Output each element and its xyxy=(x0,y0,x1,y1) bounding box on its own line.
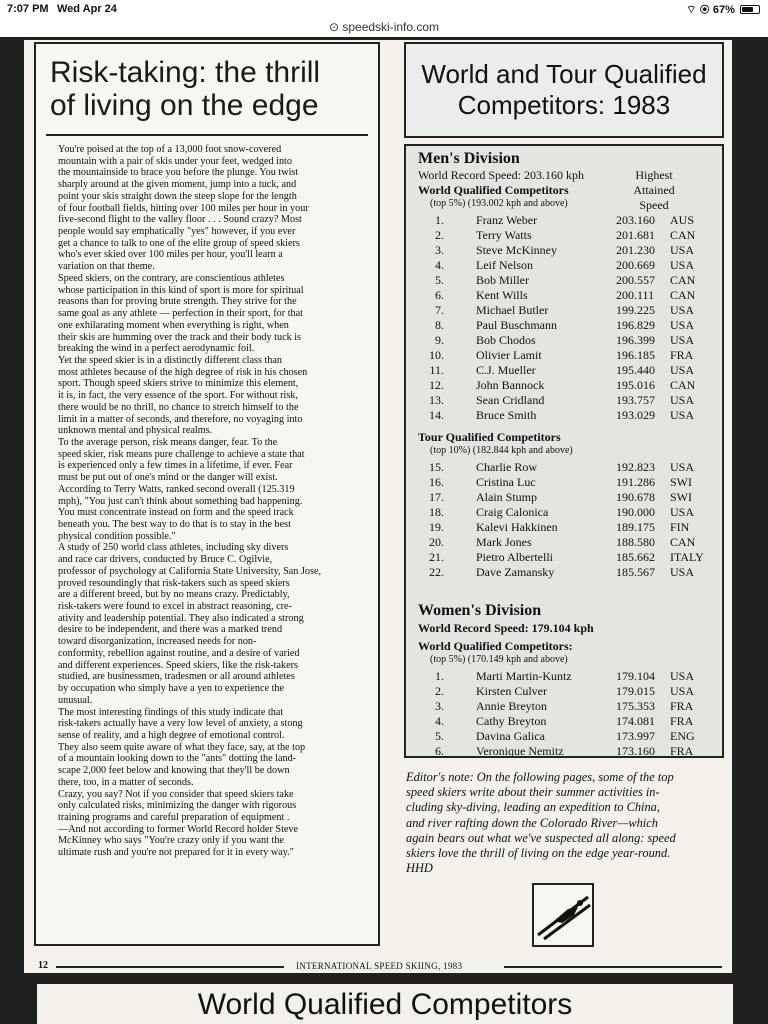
article-line: You must concentrate instead on form and the speed track xyxy=(58,507,294,519)
article-headline xyxy=(50,56,370,122)
rank: 8. xyxy=(435,318,444,332)
article-line: who's ever skied over 100 miles per hour, you'll learn a xyxy=(58,249,283,261)
country: USA xyxy=(670,243,695,257)
article-line: most athletes because of the high degree of risk in his chosen xyxy=(58,366,308,378)
page-footer xyxy=(34,960,724,974)
article-line: reasons than for proving brute strength. They strive for the xyxy=(58,296,297,308)
speed: 188.580 xyxy=(616,535,655,549)
speed: 195.440 xyxy=(616,363,655,377)
article-line: their skis are humming over the track and their body tuck is xyxy=(58,331,302,343)
competitor-name: Steve McKinney xyxy=(476,243,557,257)
speed: 173.997 xyxy=(616,729,655,743)
article-line: by occupation who simply have a yen to experience the xyxy=(58,683,285,695)
speed: 175.353 xyxy=(616,699,655,713)
article-line: limit in a matter of seconds, and therefore, no voyaging into xyxy=(58,413,303,425)
country: FRA xyxy=(670,714,694,728)
country: USA xyxy=(670,505,695,519)
article-line: one exhilarating moment when everything is right, when xyxy=(58,319,289,331)
competitor-name: C.J. Mueller xyxy=(476,363,536,377)
article-line: it is, in fact, the very essence of the sport. For without risk, xyxy=(58,390,298,402)
speed: 193.757 xyxy=(616,393,655,407)
rank: 3. xyxy=(435,243,444,257)
wifi-icon: ⌔ ◉ xyxy=(686,4,710,16)
competitor-name: Craig Calonica xyxy=(476,505,549,519)
competitor-row xyxy=(426,714,716,729)
country: SWI xyxy=(670,490,692,504)
rank: 17. xyxy=(429,490,444,504)
article-line: ultimate rush and you're not prepared for it in every way." xyxy=(58,847,294,859)
competitor-name: Mark Jones xyxy=(476,535,532,549)
country: CAN xyxy=(670,288,696,302)
country: USA xyxy=(670,333,695,347)
rank: 15. xyxy=(429,460,444,474)
article-line: risk-takers actually have a very low level of anxiety, a stong xyxy=(58,718,303,730)
competitor-name: Cristina Luc xyxy=(476,475,536,489)
competitor-name: Davina Galica xyxy=(476,729,545,743)
competitor-name: Terry Watts xyxy=(476,228,532,242)
competitor-name: Kalevi Hakkinen xyxy=(476,520,558,534)
rank: 19. xyxy=(429,520,444,534)
results-title-box xyxy=(404,42,724,138)
rank: 18. xyxy=(429,505,444,519)
results-title-line: World and Tour Qualified xyxy=(421,59,707,89)
competitor-row xyxy=(426,213,716,228)
status-right xyxy=(686,3,760,17)
competitor-name: Alain Stump xyxy=(476,490,538,504)
country: USA xyxy=(670,303,695,317)
speed: 200.111 xyxy=(616,288,655,302)
country: USA xyxy=(670,684,695,698)
article-line: Speed skiers, on the contrary, are conscientious athletes xyxy=(58,272,285,284)
competitor-row xyxy=(426,243,716,258)
competitor-row xyxy=(426,699,716,714)
speed: 185.567 xyxy=(616,565,655,579)
competitor-name: John Bannock xyxy=(476,378,545,392)
article-line: beneath you. The best way to do that is to stay in the best xyxy=(58,519,291,530)
rank: 12. xyxy=(429,378,444,392)
country: FRA xyxy=(670,744,694,758)
editor-note-line: again bears out what we've suspected all along: speed xyxy=(406,830,676,845)
rank: 10. xyxy=(429,348,444,362)
article-line: proved resoundingly that risk-takers such as speed skiers xyxy=(58,577,290,589)
rank: 20. xyxy=(429,535,444,549)
article-line: of a mountain looking down to the "ants" dotting the land- xyxy=(58,753,297,765)
speed: 203.160 xyxy=(616,213,655,227)
article-line: A study of 250 world class athletes, including sky divers xyxy=(58,542,289,554)
rank: 21. xyxy=(429,550,444,564)
article-line: To the average person, risk means danger, fear. To the xyxy=(58,436,278,448)
article-line: unusual. xyxy=(58,694,93,706)
magazine-page xyxy=(24,40,732,973)
competitor-name: Veronique Nemitz xyxy=(476,744,564,758)
competitor-row xyxy=(426,535,716,550)
article-line: is experienced only a few times in a lifetime, if ever. Fear xyxy=(58,460,293,472)
article-line: point your skis straight down the steep slope for the length xyxy=(58,190,297,202)
article-line: only calculated risks, minimizing the danger with rigorous xyxy=(58,800,297,812)
article-line: professor of psychology at California State University, San Jose, xyxy=(58,565,322,577)
competitor-row xyxy=(426,348,716,363)
editor-note-line: speed skiers write about their summer activities in- xyxy=(406,785,660,800)
rank: 1. xyxy=(435,213,444,227)
womens-division-heading: Women's Division xyxy=(418,602,542,619)
article-line: sense of reality, and a high degree of emotional control. xyxy=(58,729,285,741)
results-table xyxy=(404,144,724,758)
speed: 193.029 xyxy=(616,408,655,422)
country: USA xyxy=(670,363,695,377)
speed: 192.823 xyxy=(616,460,655,474)
competitor-row xyxy=(426,520,716,535)
speed: 190.678 xyxy=(616,490,655,504)
speed-column-header xyxy=(604,168,704,213)
col-head-line: Highest xyxy=(635,168,673,182)
womens-wq-label: World Qualified Competitors: xyxy=(418,639,573,653)
competitor-row xyxy=(426,475,716,490)
article-body xyxy=(58,144,366,859)
competitor-name: Marti Martin-Kuntz xyxy=(476,669,572,683)
article-line: toward disorganization, increased needs for non- xyxy=(58,636,257,648)
editor-note-line: skiers love the thrill of living on the edge year-round. xyxy=(406,846,671,861)
skier-logo xyxy=(532,883,594,947)
mens-division-heading: Men's Division xyxy=(418,150,520,167)
article-line: of four football fields, hitting over 100 miles per hour in your xyxy=(58,202,309,214)
article-line: Crazy, you say? Not if you consider that speed skiers take xyxy=(58,788,294,800)
article-line: studied, are businessmen, tradesmen or all around athletes xyxy=(58,671,295,683)
competitor-row xyxy=(426,669,716,684)
country: FRA xyxy=(670,348,694,362)
article-line: variation on that theme. xyxy=(58,261,155,273)
country: USA xyxy=(670,258,695,272)
page-number: 12 xyxy=(38,960,48,971)
article-line: sharply around at the given moment, jump into a tuck, and xyxy=(58,179,297,191)
headline-rule xyxy=(46,134,368,136)
competitor-name: Sean Cridland xyxy=(476,393,545,407)
article-line: The most interesting findings of this study indicate that xyxy=(58,706,284,718)
mens-world-record: World Record Speed: 203.160 kph xyxy=(418,168,585,182)
article-line: Yet the speed skier is in a distinctly different class than xyxy=(58,354,282,366)
article-line: risk-takers were found to excel in abstract reasoning, cre- xyxy=(58,601,292,613)
battery-label: 67% xyxy=(712,4,735,16)
article-line: get a chance to talk to one of the elite group of speed skiers xyxy=(58,237,300,249)
article-line: there, too, in a matter of seconds. xyxy=(58,776,194,788)
mens-tq-note: (top 10%) (182.844 kph and above) xyxy=(430,445,573,456)
speed: 190.000 xyxy=(616,505,655,519)
article-line: According to Terry Watts, ranked second overall (125.319 xyxy=(58,483,295,495)
competitor-row xyxy=(426,393,716,408)
competitor-name: Kirsten Culver xyxy=(476,684,547,698)
article-line: You're poised at the top of a 13,000 foot snow-covered xyxy=(58,144,282,155)
lock-icon: ⊙ xyxy=(328,20,339,34)
article-line: and race car drivers, conducted by Bruce C. Ogilvie, xyxy=(58,554,273,566)
country: AUS xyxy=(670,213,695,227)
article-line: five-second flight to the valley floor . . . Sound crazy? Most xyxy=(58,214,302,226)
speed: 179.015 xyxy=(616,684,655,698)
country: ITALY xyxy=(670,550,704,564)
country: ENG xyxy=(670,729,695,743)
article-line: the mountainside to brace you before the plunge. You twist xyxy=(58,167,299,179)
speed: 199.225 xyxy=(616,303,655,317)
article-line: are a different breed, but by no means crazy. Predictably, xyxy=(58,589,290,601)
editor-note xyxy=(406,770,724,876)
status-date: Wed Apr 24 xyxy=(57,3,117,15)
rank: 4. xyxy=(435,258,444,272)
rank: 11. xyxy=(429,363,444,377)
rank: 6. xyxy=(435,288,444,302)
rank: 3. xyxy=(435,699,444,713)
country: SWI xyxy=(670,475,692,489)
competitor-name: Kent Wills xyxy=(476,288,528,302)
speed: 174.081 xyxy=(616,714,655,728)
rank: 7. xyxy=(435,303,444,317)
competitor-name: Bruce Smith xyxy=(476,408,537,422)
competitor-name: Dave Zamansky xyxy=(476,565,555,579)
article-line: same goal as any athlete — perfection in their sport, for that xyxy=(58,308,303,320)
speed: 196.399 xyxy=(616,333,655,347)
mens-wq-label: World Qualified Competitors xyxy=(418,183,569,197)
competitor-row xyxy=(426,550,716,565)
competitor-row xyxy=(426,228,716,243)
article-line: breaking the wind in a perfect aerodynamic foil. xyxy=(58,343,255,355)
article-line: mph), "You just can't think about something bad happening. xyxy=(58,495,303,507)
competitor-row xyxy=(426,288,716,303)
competitor-row xyxy=(426,490,716,505)
article-line: scape 2,000 feet below and knowing that they'll be down xyxy=(58,765,290,777)
competitor-name: Michael Butler xyxy=(476,303,549,317)
speed: 191.286 xyxy=(616,475,655,489)
status-time: 7:07 PM xyxy=(7,3,49,15)
results-title-line: Competitors: 1983 xyxy=(457,90,671,120)
headline-line: of living on the edge xyxy=(50,89,319,122)
editor-note-line: HHD xyxy=(406,861,433,876)
competitor-name: Franz Weber xyxy=(476,213,538,227)
speed: 173.160 xyxy=(616,744,655,758)
article-line: and different experiences. Speed skiers, like the risk-takers xyxy=(58,659,298,671)
speed: 195.016 xyxy=(616,378,655,392)
skier-logo-graphic xyxy=(534,885,592,945)
speed: 196.185 xyxy=(616,348,655,362)
speed: 200.669 xyxy=(616,258,655,272)
article-line: McKinney who says "You're crazy only if you want the xyxy=(58,835,284,847)
article-line: desire to be independent, and there was a marked trend xyxy=(58,624,283,636)
status-bar xyxy=(0,0,768,20)
rank: 16. xyxy=(429,475,444,489)
competitor-name: Cathy Breyton xyxy=(476,714,547,728)
article-line: whose participation in this kind of sport is more for spiritual xyxy=(58,284,304,296)
country: USA xyxy=(670,565,695,579)
footer-rule xyxy=(56,966,284,968)
rank: 5. xyxy=(435,729,444,743)
competitor-row xyxy=(426,565,716,580)
country: USA xyxy=(670,669,695,683)
rank: 2. xyxy=(435,228,444,242)
competitor-name: Leif Nelson xyxy=(476,258,533,272)
competitor-name: Pietro Albertelli xyxy=(476,550,553,564)
article-line: must be put out of one's mind or the danger will exist. xyxy=(58,472,278,484)
competitor-name: Bob Miller xyxy=(476,273,529,287)
competitor-row xyxy=(426,744,716,759)
rank: 22. xyxy=(429,565,444,579)
article-line: sport. Though speed skiers strive to minimize this element, xyxy=(58,378,299,390)
competitor-name: Bob Chodos xyxy=(476,333,536,347)
speed: 189.175 xyxy=(616,520,655,534)
country: CAN xyxy=(670,378,696,392)
headline-line: Risk-taking: the thrill xyxy=(50,56,321,89)
article-line: training programs and careful preparation of equipment . xyxy=(58,811,290,823)
rank: 14. xyxy=(429,408,444,422)
rank: 5. xyxy=(435,273,444,287)
rank: 9. xyxy=(435,333,444,347)
article-line: unknown mental and physical realms. xyxy=(58,425,213,437)
rank: 13. xyxy=(429,393,444,407)
article-line: there would be no thrill, no chance to stretch himself to the xyxy=(58,401,299,413)
article-line: mountain with a pair of skis under your feet, wedged into xyxy=(58,155,292,167)
competitor-row xyxy=(426,273,716,288)
article-box xyxy=(34,42,380,946)
competitor-row xyxy=(426,258,716,273)
country: CAN xyxy=(670,273,696,287)
country: USA xyxy=(670,408,695,422)
speed: 185.662 xyxy=(616,550,655,564)
editor-note-line: cluding sky-diving, leading an expedition to China, xyxy=(406,800,660,815)
speed: 196.829 xyxy=(616,318,655,332)
country: FIN xyxy=(670,520,690,534)
womens-wq-note: (top 5%) (170.149 kph and above) xyxy=(430,654,568,665)
article-line: physical condition possible." xyxy=(58,530,176,542)
document-viewer[interactable] xyxy=(0,37,768,1024)
mens-wq-note: (top 5%) (193.002 kph and above) xyxy=(430,198,568,209)
magazine-name: INTERNATIONAL SPEED SKIING, 1983 xyxy=(296,961,463,971)
womens-world-record: World Record Speed: 179.104 kph xyxy=(418,621,594,635)
mens-tq-label: Tour Qualified Competitors xyxy=(418,430,561,444)
competitor-name: Olivier Lamit xyxy=(476,348,542,362)
article-line: They also seem quite aware of what they face, say, at the top xyxy=(58,741,306,753)
country: FRA xyxy=(670,699,694,713)
competitor-name: Charlie Row xyxy=(476,460,537,474)
url-text[interactable]: speedski-info.com xyxy=(342,20,440,34)
country: USA xyxy=(670,460,695,474)
article-line: ativity and leadership potential. They also indicated a strong xyxy=(58,612,304,624)
competitor-row xyxy=(426,303,716,318)
address-bar[interactable] xyxy=(0,20,768,37)
competitor-row xyxy=(426,460,716,475)
country: USA xyxy=(670,318,695,332)
next-page-title: World Qualified Competitors xyxy=(197,988,573,1021)
competitor-row xyxy=(426,729,716,744)
editor-note-line: and river rafting down the Colorado River—which xyxy=(406,815,658,830)
competitor-row xyxy=(426,408,716,423)
competitor-row xyxy=(426,378,716,393)
footer-rule xyxy=(504,966,722,968)
competitor-name: Paul Buschmann xyxy=(476,318,557,332)
article-line: people would say emphatically "yes" however, if you ever xyxy=(58,226,296,238)
speed: 201.230 xyxy=(616,243,655,257)
rank: 1. xyxy=(435,669,444,683)
speed: 179.104 xyxy=(616,669,655,683)
editor-note-line: Editor's note: On the following pages, some of the top xyxy=(406,770,674,784)
competitor-row xyxy=(426,684,716,699)
article-line: —And not according to former World Record holder Steve xyxy=(58,823,299,835)
competitor-row xyxy=(426,363,716,378)
article-line: conformity, rebellion against routine, and a desire of varied xyxy=(58,647,300,659)
country: USA xyxy=(670,393,695,407)
col-head-line: Attained xyxy=(633,183,675,197)
rank: 6. xyxy=(435,744,444,758)
competitor-row xyxy=(426,333,716,348)
next-page xyxy=(37,984,733,1024)
country: CAN xyxy=(670,228,696,242)
battery-icon xyxy=(740,5,760,14)
country: CAN xyxy=(670,535,696,549)
col-head-line: Speed xyxy=(639,198,669,212)
rank: 2. xyxy=(435,684,444,698)
speed: 201.681 xyxy=(616,228,655,242)
article-line: speed skier, risk means pure challenge to achieve a state that xyxy=(58,448,305,460)
competitor-row xyxy=(426,318,716,333)
competitor-row xyxy=(426,505,716,520)
rank: 4. xyxy=(435,714,444,728)
competitor-name: Annie Breyton xyxy=(476,699,547,713)
speed: 200.557 xyxy=(616,273,655,287)
